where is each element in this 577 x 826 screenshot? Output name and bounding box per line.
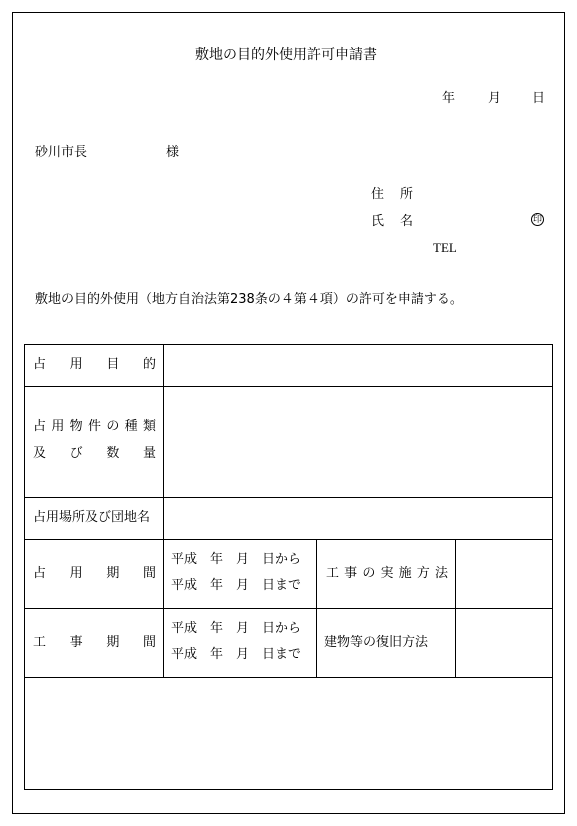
addressee-name: 砂川市長 xyxy=(35,145,88,160)
occupancy-period-to: 平成 年 月 日まで xyxy=(171,578,302,593)
object-quantity-label: 及 び 数 量 xyxy=(33,446,156,461)
address-label-char-2: 所 xyxy=(400,187,414,202)
occupancy-period-from: 平成 年 月 日から xyxy=(171,552,302,567)
seal-mark: 印 xyxy=(532,215,542,225)
construction-method-input-cell[interactable] xyxy=(456,540,552,608)
occupancy-period-label: 占 用 期 間 xyxy=(33,566,156,581)
document-title: 敷地の目的外使用許可申請書 xyxy=(195,47,377,63)
address-label-char-1: 住 xyxy=(371,187,385,202)
remarks-input-cell[interactable] xyxy=(25,678,552,789)
application-form-table xyxy=(24,344,553,790)
tel-label: TEL xyxy=(433,240,457,255)
date-month-label: 月 xyxy=(488,91,502,106)
location-input-cell[interactable] xyxy=(164,498,552,539)
date-year-label: 年 xyxy=(442,91,456,106)
addressee-honorific: 様 xyxy=(166,145,180,160)
restoration-method-input-cell[interactable] xyxy=(456,609,552,677)
construction-period-from: 平成 年 月 日から xyxy=(171,621,302,636)
application-statement: 敷地の目的外使用（地方自治法第238条の４第４項）の許可を申請する。 xyxy=(35,292,463,307)
purpose-label: 占 用 目 的 xyxy=(33,357,156,372)
object-input-cell[interactable] xyxy=(164,387,552,497)
name-label-char-1: 氏 xyxy=(371,214,385,229)
restoration-method-label: 建物等の復旧方法 xyxy=(324,635,429,650)
name-label-char-2: 名 xyxy=(400,214,414,229)
construction-period-label: 工 事 期 間 xyxy=(33,635,156,650)
construction-period-to: 平成 年 月 日まで xyxy=(171,647,302,662)
location-label: 占用場所及び団地名 xyxy=(33,510,151,525)
construction-method-label: 工 事 の 実 施 方 法 xyxy=(326,566,448,581)
object-type-label: 占 用 物 件 の 種 類 xyxy=(33,419,156,434)
date-day-label: 日 xyxy=(532,91,546,106)
purpose-input-cell[interactable] xyxy=(164,345,552,386)
